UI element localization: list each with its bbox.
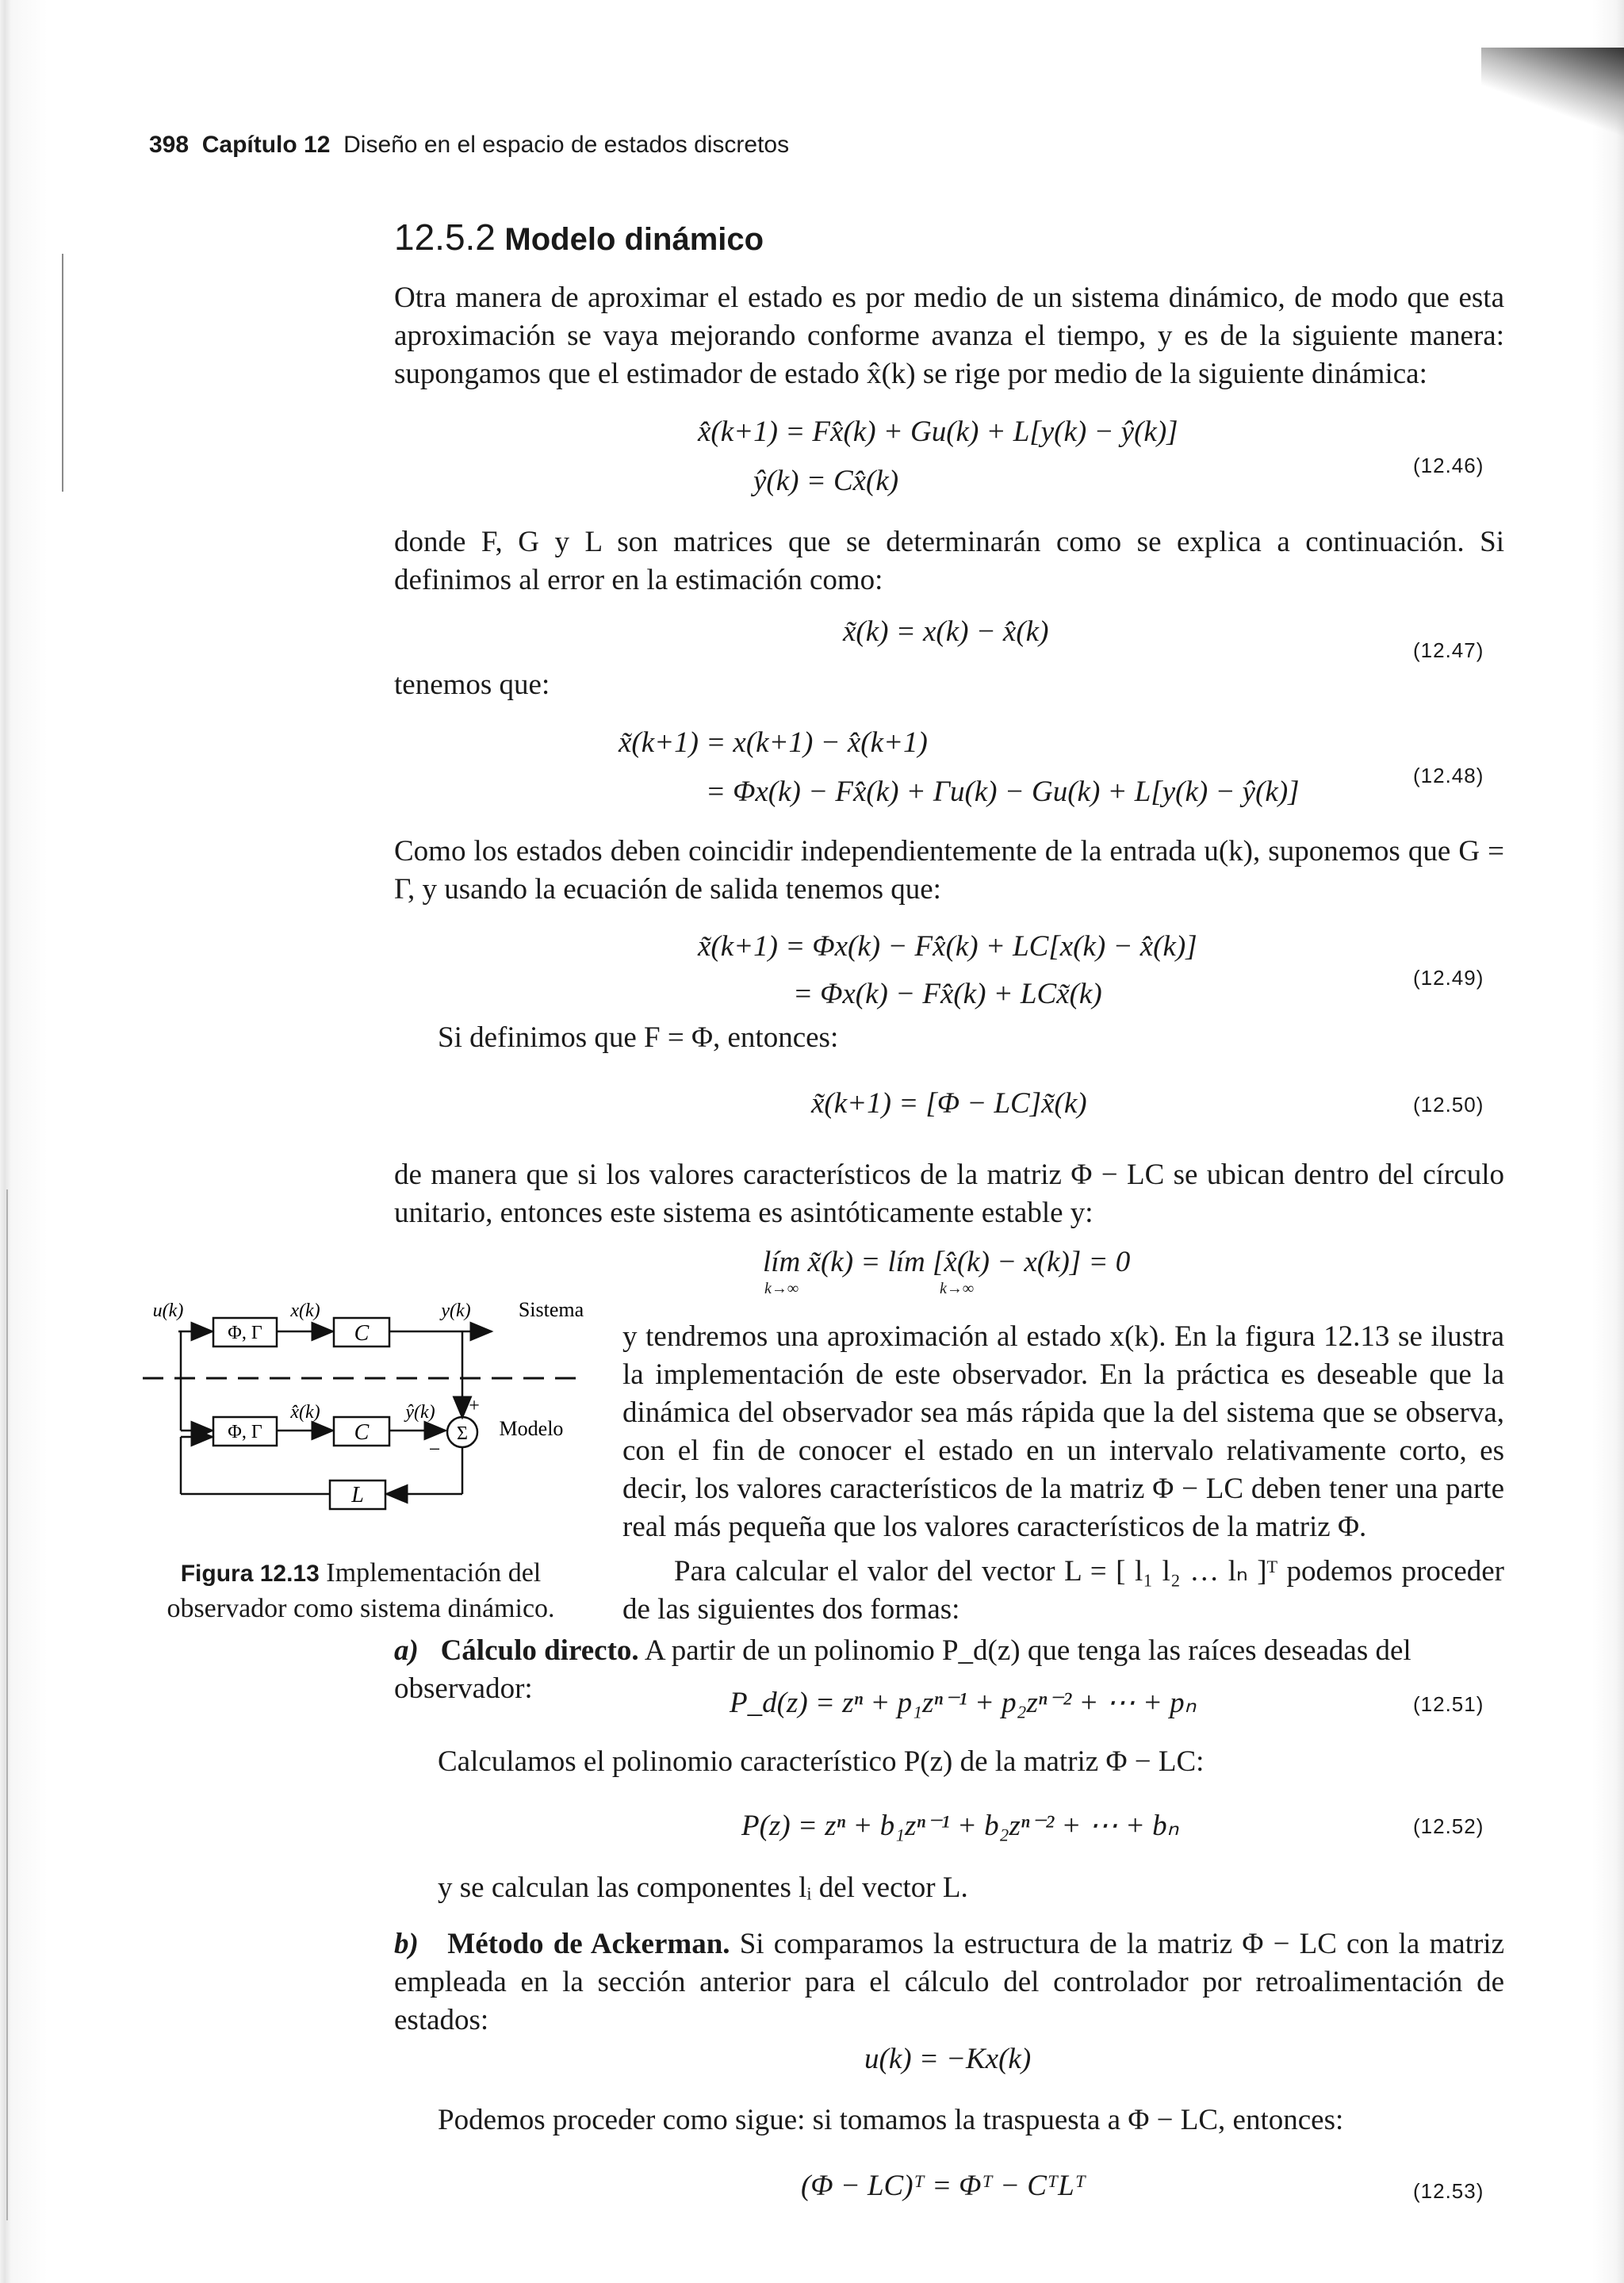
equation-number: (12.51) — [1413, 1692, 1484, 1716]
label-modelo: Modelo — [499, 1417, 564, 1440]
equation-12-50: x̃(k+1) = [Φ − LC]x̃(k) — [811, 1087, 1087, 1120]
scan-right-edge — [1592, 0, 1624, 2283]
signal-label-xhat: x̂(k) — [290, 1402, 320, 1423]
equation-limit: lím x̃(k) = lím [x̂(k) − x(k)] = 0 — [763, 1246, 1131, 1278]
equation-12-46-line1: x̂(k+1) = Fx̂(k) + Gu(k) + L[y(k) − ŷ(k)] — [698, 416, 1178, 448]
equation-12-48-line1: x̃(k+1) = x(k+1) − x̂(k+1) — [619, 726, 928, 759]
equation-12-48-line2: = Φx(k) − Fx̂(k) + Γu(k) − Gu(k) + L[y(k) − ŷ(k)] — [706, 776, 1300, 808]
equation-control-law: u(k) = −Kx(k) — [864, 2043, 1032, 2075]
paragraph: Calculamos el polinomio característico P(z) de la matriz Φ − LC: — [438, 1745, 1205, 1778]
equation-12-46-line2: ŷ(k) = Cx̂(k) — [753, 465, 899, 497]
equation-number: (12.48) — [1413, 764, 1484, 787]
equation-12-51: P_d(z) = zⁿ + p₁zⁿ⁻¹ + p₂zⁿ⁻² + ⋯ + pₙ — [730, 1687, 1197, 1719]
list-item-label: a) — [394, 1634, 419, 1667]
figure-caption-line1: Implementación del — [326, 1558, 542, 1588]
equation-number: (12.46) — [1413, 454, 1484, 477]
sum-symbol: Σ — [457, 1423, 468, 1444]
paragraph: Otra manera de aproximar el estado es por medio de un sistema dinámico, de modo que esta aproximación se vaya mejorando conforme avanza el tiempo, y es de la siguiente manera: supongamos que el estimador de estado x̂(k) se rige por medio de la siguiente dinámica: — [394, 282, 1504, 390]
list-item-title: Método de Ackerman. — [447, 1928, 730, 1960]
equation-12-53: (Φ − LC)ᵀ = Φᵀ − CᵀLᵀ — [801, 2170, 1086, 2202]
scan-corner-shadow — [1481, 48, 1624, 159]
equation-12-47: x̃(k) = x(k) − x̂(k) — [843, 615, 1049, 648]
list-item-b — [394, 1925, 1504, 2040]
list-item-title: Cálculo directo. — [440, 1634, 639, 1667]
signal-label-y: y(k) — [441, 1300, 471, 1321]
chapter-title: Diseño en el espacio de estados discretos — [343, 132, 790, 158]
equation-number: (12.49) — [1413, 966, 1484, 990]
section-number: 12.5.2 — [394, 216, 496, 258]
section-title: Modelo dinámico — [504, 222, 764, 257]
paragraph: Como los estados deben coincidir independientemente de la entrada u(k), suponemos que G = Γ, y usando la ecuación de salida tenemos que: — [394, 835, 1504, 906]
paragraph: Podemos proceder como sigue: si tomamos la traspuesta a Φ − LC, entonces: — [438, 2104, 1344, 2136]
list-item-text: A partir de un polinomio P_d(z) que tenga las raíces deseadas del observador: — [394, 1634, 1411, 1705]
running-header — [149, 132, 789, 159]
signal-label-yhat: ŷ(k) — [405, 1402, 435, 1423]
list-item-label: b) — [394, 1928, 419, 1960]
equation-12-49-line2: = Φx(k) − Fx̂(k) + LCx̃(k) — [793, 978, 1102, 1010]
list-item-text: Si comparamos la estructura de la matriz Φ − LC con la matriz empleada en la sección anterior para el cálculo del controlador por retroalimentación de estados: — [394, 1928, 1504, 2036]
paragraph: Si definimos que F = Φ, entonces: — [438, 1021, 839, 1054]
page-number: 398 — [149, 132, 190, 158]
scan-left-edge — [0, 0, 71, 2283]
sum-sign-minus: − — [428, 1438, 441, 1461]
section-heading — [394, 216, 764, 259]
paragraph: Para calcular el valor del vector L = [ l₁ l₂ … lₙ ]ᵀ podemos proceder de las siguientes dos formas: — [622, 1555, 1504, 1626]
paragraph: tenemos que: — [394, 668, 550, 701]
paragraph: y tendremos una aproximación al estado x(k). En la figura 12.13 se ilustra la implementación de este observador. En la práctica es deseable que la dinámica del observador sea más rápida que la del sistema que se observa, con el fin de conocer el estado en un intervalo relativamente corto, es decir, los valores característicos de la matriz Φ − LC deben tener una parte real más pequeña que los valores característicos de la matriz Φ. — [622, 1320, 1504, 1543]
signal-label-x: x(k) — [290, 1300, 320, 1321]
scan-edge-mark — [62, 254, 63, 492]
figure-caption-label: Figura 12.13 — [180, 1561, 320, 1587]
figure-caption-line2: observador como sistema dinámico. — [167, 1594, 555, 1623]
block-diagram-figure-12-13 — [135, 1293, 603, 1546]
equation-number: (12.50) — [1413, 1093, 1484, 1117]
block-label: Φ, Γ — [228, 1422, 262, 1442]
paragraph: y se calculan las componentes lᵢ del vector L. — [438, 1871, 968, 1904]
equation-number: (12.52) — [1413, 1814, 1484, 1838]
equation-number: (12.47) — [1413, 638, 1484, 662]
block-label: C — [354, 1420, 370, 1445]
label-sistema: Sistema — [518, 1298, 584, 1321]
equation-number: (12.53) — [1413, 2179, 1484, 2203]
paragraph: donde F, G y L son matrices que se determinarán como se explica a continuación. Si definimos al error en la estimación como: — [394, 526, 1504, 596]
figure-caption — [147, 1556, 575, 1626]
chapter-label: Capítulo 12 — [201, 132, 331, 158]
scan-edge-mark — [6, 1189, 8, 2220]
signal-label-u: u(k) — [152, 1300, 184, 1321]
limit-subscript: k→∞ — [940, 1280, 975, 1297]
sum-sign-plus: + — [469, 1396, 480, 1416]
block-label: C — [354, 1321, 370, 1346]
equation-12-49-line1: x̃(k+1) = Φx(k) − Fx̂(k) + LC[x(k) − x̂(k)] — [698, 930, 1197, 963]
block-label: L — [351, 1483, 364, 1507]
paragraph: de manera que si los valores característicos de la matriz Φ − LC se ubican dentro del círculo unitario, entonces este sistema es asintóticamente estable y: — [394, 1159, 1504, 1229]
equation-12-52: P(z) = zⁿ + b₁zⁿ⁻¹ + b₂zⁿ⁻² + ⋯ + bₙ — [741, 1810, 1179, 1842]
limit-subscript: k→∞ — [764, 1280, 799, 1297]
block-label: Φ, Γ — [228, 1323, 262, 1343]
